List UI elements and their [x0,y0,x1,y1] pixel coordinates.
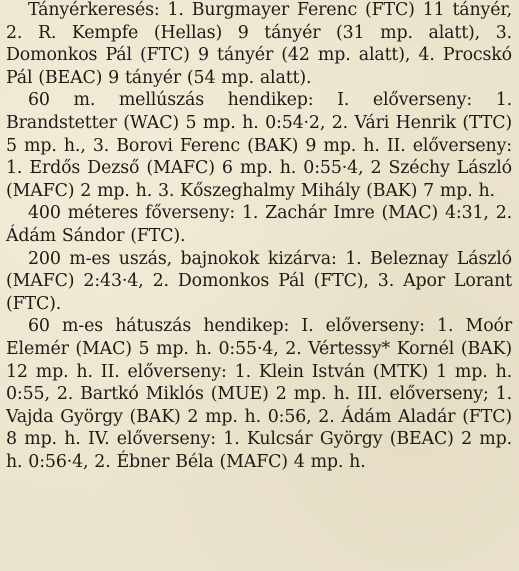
paragraph-text: Tányérkeresés: 1. Burgmayer Ferenc (FTC) 11 tányér, 2. R. Kempfe (Hellas) 9 tányér (31 mp. alatt), 3. Domonkos Pál (FTC) 9 tányér (42 mp. alatt), 4. Procskó Pál (BEAC) 9 tányér (54 mp. alatt). [6,0,512,88]
paragraph-400m-main-race [6,202,512,247]
paragraph-text: 60 m. mellúszás hendikep: I. előverseny: 1. Brandstetter (WAC) 5 mp. h. 0:54·2, 2. Vári Henrik (TTC) 5 mp. h., 3. Borovi Ferenc (BAK) 9 mp. h. II. előverseny: 1. Erdős Dezső (MAFC) 6 mp. h. 0:55·4, 2 Széchy László (MAFC) 2 mp. h. 3. Kőszeghalmy Mihály (BAK) 7 mp. h. [6,90,512,201]
paragraph-text: 400 méteres főverseny: 1. Zachár Imre (MAC) 4:31, 2. Ádám Sándor (FTC). [6,203,512,246]
paragraph-60m-breaststroke-handicap [6,89,512,202]
paragraph-200m-swim [6,248,512,316]
paragraph-text: 60 m-es hátuszás hendikep: I. előverseny: 1. Moór Elemér (MAC) 5 mp. h. 0:55·4, 2. Vértessy* Kornél (BAK) 12 mp. h. II. előverseny: 1. Klein István (MTK) 1 mp. h. 0:55, 2. Bartkó Miklós (MUE) 2 mp. h. III. előverseny; 1. Vajda György (BAK) 2 mp. h. 0:56, 2. Ádám Aladár (FTC) 8 mp. h. IV. előverseny: 1. Kulcsár György (BEAC) 2 mp. h. 0:56·4, 2. Ébner Béla (MAFC) 4 mp. h. [6,316,512,472]
newspaper-column [6,0,512,473]
paragraph-plate-search-results [6,0,512,89]
paragraph-text: 200 m-es uszás, bajnokok kizárva: 1. Beleznay László (MAFC) 2:43·4, 2. Domonkos Pál (FTC), 3. Apor Lorant (FTC). [6,248,512,314]
paragraph-60m-backstroke-handicap [6,315,512,473]
